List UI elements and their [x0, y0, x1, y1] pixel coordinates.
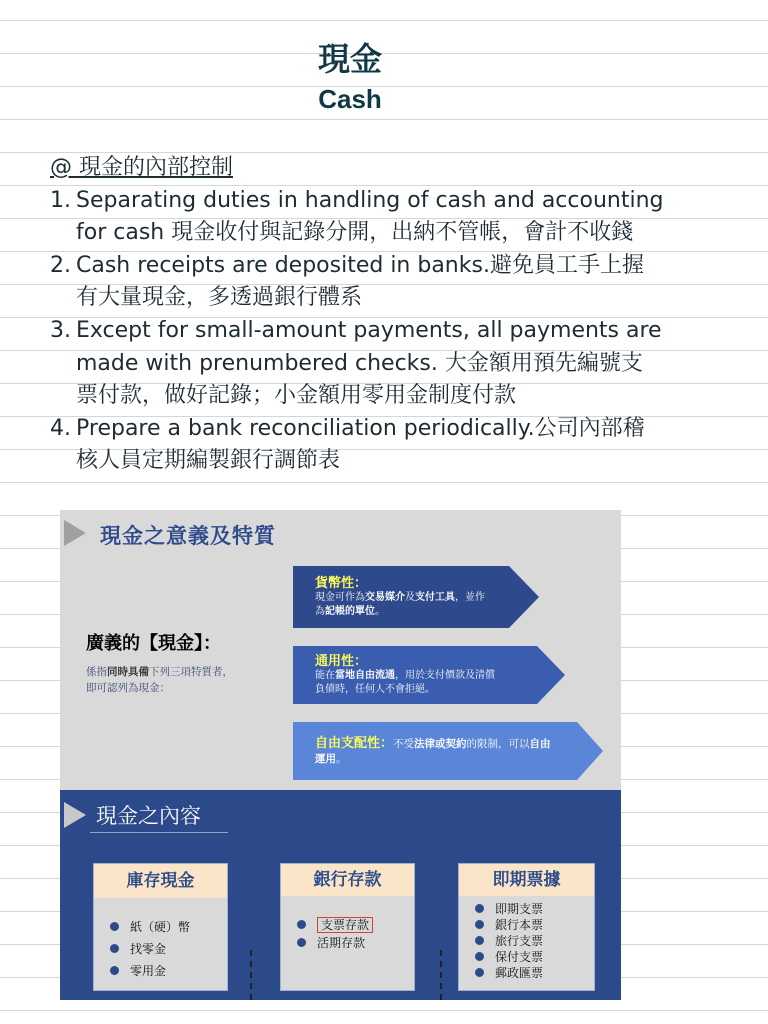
- card-list: [110, 916, 190, 982]
- trait-body: [315, 669, 495, 697]
- item-line: Cash receipts are deposited in banks.避免員工手上握: [76, 252, 644, 278]
- content-card-cash-on-hand: [93, 863, 228, 991]
- handwritten-notes: [50, 152, 750, 478]
- list-item: 銀行本票: [475, 917, 543, 933]
- item-line: for cash 現金收付與記錄分開，出納不管帳，會計不收錢: [76, 220, 634, 246]
- trait-text-bold: 法律或契約: [414, 738, 467, 750]
- trait-arrow-currency: [293, 566, 539, 628]
- trait-text-part: 負債時，任何人不會拒絕。: [315, 684, 435, 695]
- content-card-demand-notes: [458, 863, 595, 991]
- trait-text-bold: 自由: [529, 738, 551, 750]
- card-title: 即期票據: [459, 864, 594, 896]
- list-item: 即期支票: [475, 901, 543, 917]
- item-number: 2.: [50, 252, 71, 278]
- cash-content-band: [60, 790, 621, 1000]
- trait-arrow-universality: [293, 646, 565, 704]
- trait-text-part: 現金可作為: [315, 592, 365, 603]
- card-list: [475, 901, 543, 981]
- trait-text-part: 能在: [315, 670, 335, 681]
- page-title: 現金: [317, 40, 382, 78]
- page-subtitle: Cash: [318, 84, 382, 114]
- notes-heading: @ 現金的內部控制: [50, 155, 233, 180]
- definition-text-part: 即可認列為現金：: [86, 682, 170, 694]
- list-item: 郵政匯票: [475, 965, 543, 981]
- item-line: Prepare a bank reconciliation periodically.公司內部稽: [76, 415, 645, 441]
- triangle-bullet-icon: [64, 520, 86, 546]
- trait-text-part: 及: [405, 592, 415, 603]
- trait-title: 通用性：: [315, 654, 368, 669]
- highlighted-item: 支票存款: [317, 917, 373, 933]
- trait-text-part: 不受: [393, 738, 415, 750]
- item-number: 3.: [50, 317, 71, 343]
- dashed-divider: [440, 950, 442, 1000]
- definition-text: [86, 664, 233, 696]
- definition-text-bold: 同時具備: [107, 666, 149, 678]
- item-line: 核人員定期編製銀行調節表: [76, 448, 341, 474]
- slide-title: 現金之意義及特質: [100, 524, 276, 548]
- definition-title: 廣義的【現金】：: [86, 633, 221, 654]
- item-line: made with prenumbered checks. 大金額用預先編號支: [76, 350, 643, 376]
- dashed-divider: [250, 950, 252, 1000]
- trait-text-part: 。: [336, 753, 347, 765]
- title-underline: [90, 832, 228, 833]
- list-item: [297, 916, 373, 934]
- trait-text-bold: 運用: [315, 753, 336, 765]
- list-item: 找零金: [110, 938, 190, 960]
- notes-item-4: [50, 413, 750, 478]
- notes-item-3: [50, 315, 750, 413]
- trait-text-part: 的限制，可以: [466, 738, 530, 750]
- item-line: Except for small-amount payments, all payments are: [76, 317, 662, 343]
- list-item: 活期存款: [297, 934, 373, 952]
- trait-text-bold: 當地自由流通: [335, 670, 395, 681]
- item-number: 1.: [50, 187, 71, 213]
- item-line: Separating duties in handling of cash and accounting: [76, 187, 664, 213]
- item-line: 票付款，做好記錄；小金額用零用金制度付款: [76, 383, 517, 409]
- item-number: 4.: [50, 415, 71, 441]
- trait-text-bold: 記帳的單位: [325, 606, 375, 617]
- trait-title: 貨幣性：: [315, 576, 368, 591]
- card-list: [297, 916, 373, 952]
- content-card-bank-deposits: [280, 863, 415, 991]
- trait-text: [315, 650, 495, 697]
- notes-item-1: [50, 185, 750, 250]
- trait-text-part: ，用於支付價款及清償: [395, 670, 495, 681]
- card-title: 銀行存款: [281, 864, 414, 896]
- embedded-slide-image: [60, 510, 621, 1000]
- trait-text-bold: 交易媒介: [365, 592, 405, 603]
- trait-text: [315, 736, 551, 767]
- list-item: 紙（硬）幣: [110, 916, 190, 938]
- content-title: 現金之內容: [96, 804, 201, 828]
- card-title: 庫存現金: [94, 864, 227, 898]
- definition-text-part: 係指: [86, 666, 107, 678]
- triangle-bullet-icon: [64, 802, 86, 828]
- list-item: 旅行支票: [475, 933, 543, 949]
- trait-text-bold: 支付工具: [415, 592, 455, 603]
- trait-arrow-free-disposal: [293, 722, 603, 780]
- list-item: 零用金: [110, 960, 190, 982]
- list-item: 保付支票: [475, 949, 543, 965]
- notes-item-2: [50, 250, 750, 315]
- trait-text-part: 為: [315, 606, 325, 617]
- trait-title: 自由支配性：: [315, 736, 394, 751]
- definition-text-part: 下列三項特質者，: [149, 666, 233, 678]
- trait-text-part: 。: [375, 606, 385, 617]
- trait-text-part: ，並作: [455, 592, 485, 603]
- item-line: 有大量現金，多透過銀行體系: [76, 285, 363, 311]
- trait-text: [315, 572, 485, 619]
- trait-body: [315, 591, 485, 619]
- trait-body: [315, 736, 551, 767]
